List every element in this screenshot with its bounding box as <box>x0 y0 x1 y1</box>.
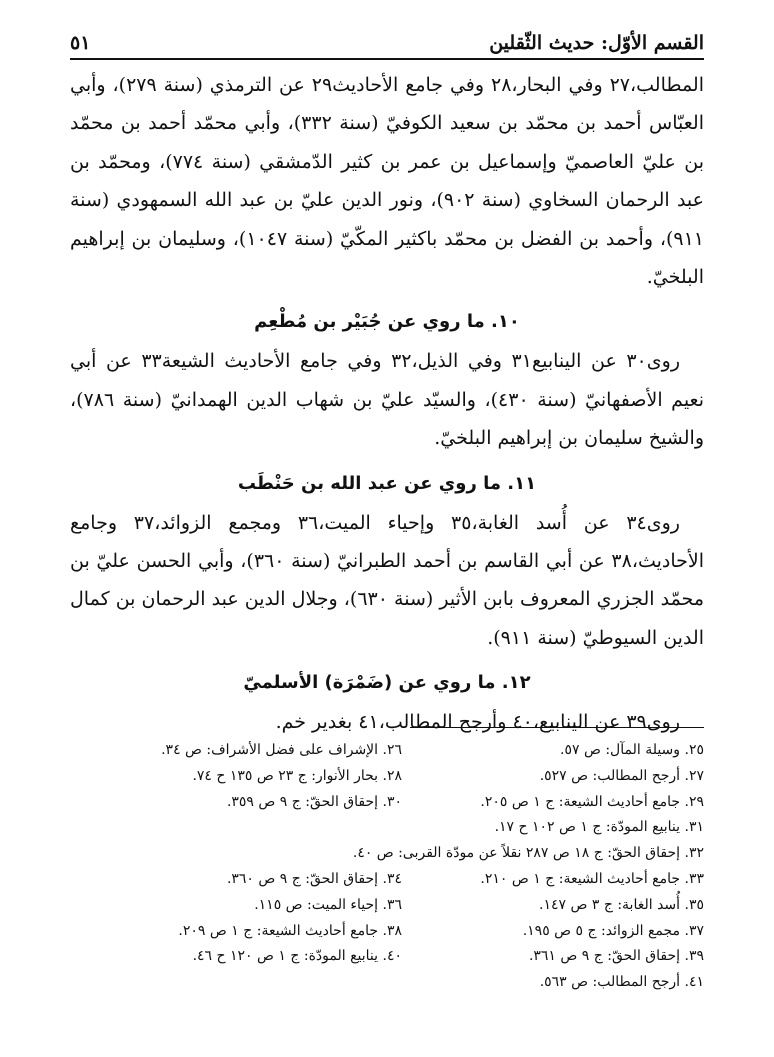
section-paragraph-10: روى٣٠ عن الينابيع٣١ وفي الذيل،٣٢ وفي جامع الأحاديث الشيعة٣٣ عن أبي نعيم الأصفهانيّ (سنة ٤٣٠)، والسيّد عليّ بن شهاب الدين الهمدانيّ (سنة ٧٨٦)، والشيخ سليمان بن إبراهيم البلخيّ. <box>70 350 705 450</box>
page-header <box>70 20 704 60</box>
footnote-divider <box>410 727 704 728</box>
footnote-item: ٣٠. إحقاق الحقّ: ج ٩ ص ٣٥٩. <box>226 793 402 810</box>
footnote-item: ٤٠. ينابيع المودّة: ج ١ ص ١٢٠ ح ٤٦. <box>192 948 402 965</box>
footnote-item: ٣٢. إحقاق الحقّ: ج ١٨ ص ٢٨٧ نقلاً عن مودّة القربى: ص ٤٠. <box>352 845 704 862</box>
footnote-item: ٢٥. وسيلة المآل: ص ٥٧. <box>560 742 704 758</box>
footnote-item: ٣٧. مجمع الزوائد: ج ٥ ص ١٩٥. <box>522 922 704 939</box>
section-paragraph-11: روى٣٤ عن أُسد الغابة،٣٥ وإحياء الميت،٣٦ ومجمع الزوائد،٣٧ وجامع الأحاديث،٣٨ عن أبي القاسم بن أحمد الطبرانيّ (سنة ٣٦٠)، وأبي الحسن عليّ بن محمّد الجزري المعروف بابن الأثير (سنة ٦٣٠)، وجلال الدين عبد الرحمان بن كمال الدين السيوطيّ (سنة ٩١١). <box>70 511 704 649</box>
footnote-item: ٣٨. جامع أحاديث الشيعة: ج ١ ص ٢٠٩. <box>178 922 402 939</box>
section-heading-12: ١٢. ما روي عن (ضَمْرَة) الأسلميّ <box>243 672 531 694</box>
intro-paragraph: المطالب،٢٧ وفي البحار،٢٨ وفي جامع الأحاديث٢٩ عن الترمذي (سنة ٢٧٩)، وأبي العبّاس أحمد بن محمّد بن سعيد الكوفيّ (سنة ٣٣٢)، وأبي محمّد أحمد بن محمّد بن عليّ العاصميّ وإسماعيل بن عمر بن كثير الدّمشقي (سنة ٧٧٤)، ومحمّد بن عبد الرحمان السخاوي (سنة ٩٠٢)، ونور الدين عليّ بن عبد الله السمهودي (سنة ٩١١)، وأحمد بن الفضل بن محمّد باكثير المكّيّ (سنة ١٠٤٧)، وسليمان بن إبراهيم البلخيّ. <box>70 74 704 289</box>
page-number: ٥١ <box>70 32 91 54</box>
footnotes <box>110 738 704 996</box>
section-paragraph-12: روى٣٩ عن الينابيع،٤٠ وأرجح المطالب،٤١ بغدير خم. <box>275 711 680 734</box>
footnote-item: ٢٧. أرجح المطالب: ص ٥٢٧. <box>539 767 704 784</box>
running-title: القسم الأوّل: حديث الثّقلين <box>489 32 704 54</box>
footnote-item: ٣٤. إحقاق الحقّ: ج ٩ ص ٣٦٠. <box>226 870 402 887</box>
footnote-item: ٣٦. إحياء الميت: ص ١١٥. <box>254 896 402 913</box>
main-text <box>70 66 704 742</box>
section-heading-11: ١١. ما روي عن عبد الله بن حَنْطَب <box>237 472 537 494</box>
footnote-item: ٢٨. بحار الأنوار: ج ٢٣ ص ١٣٥ ح ٧٤. <box>192 767 402 784</box>
footnote-item: ٣١. ينابيع المودّة: ج ١ ص ١٠٢ ح ١٧. <box>494 819 704 836</box>
footnote-item: ٣٣. جامع أحاديث الشيعة: ج ١ ص ٢١٠. <box>480 870 704 887</box>
footnote-item: ٢٩. جامع أحاديث الشيعة: ج ١ ص ٢٠٥. <box>480 793 704 810</box>
footnote-item: ٣٩. إحقاق الحقّ: ج ٩ ص ٣٦١. <box>528 948 704 965</box>
footnote-item: ٤١. أرجح المطالب: ص ٥٦٣. <box>539 974 704 991</box>
footnote-item: ٢٦. الإشراف على فضل الأشراف: ص ٣٤. <box>161 742 402 758</box>
section-heading-10: ١٠. ما روي عن جُبَيْر بن مُطْعِم <box>254 311 520 333</box>
footnote-item: ٣٥. أُسد الغابة: ج ٣ ص ١٤٧. <box>539 896 704 913</box>
